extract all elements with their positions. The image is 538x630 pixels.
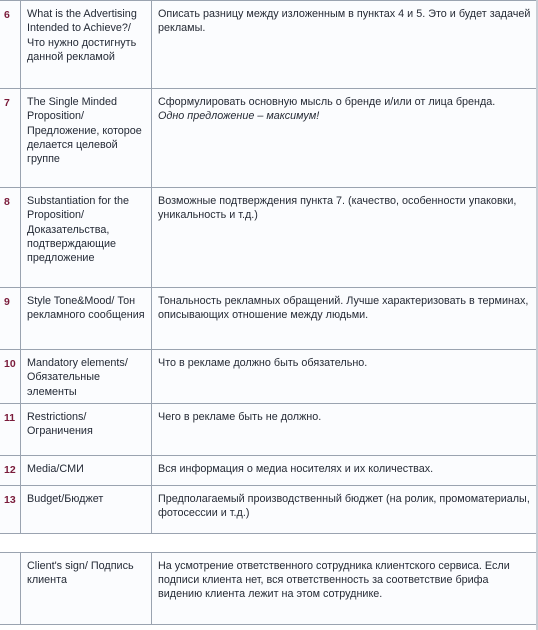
row-label: Substantiation for the Proposition/ Доказательства, подтверждающие предложение [21,188,152,288]
client-sign-label: Client's sign/ Подпись клиента [21,552,152,624]
table-row [0,403,538,455]
row-description-text: Описать разницу между изложенным в пунктах 4 и 5. Это и будет задачей рекламы. [158,8,531,35]
row-label: The Single Minded Proposition/ Предложение, которое делается целевой группе [21,89,152,188]
spacer-cell [21,533,152,552]
row-description [152,350,538,404]
row-label: Mandatory elements/ Обязательные элементы [21,350,152,404]
client-sign-description: На усмотрение ответственного сотрудника клиентского сервиса. Если подписи клиента нет, вся ответственность за соответствие брифа видению клиента лежит на этом сотруднике. [152,552,538,624]
row-description-text: Вся информация о медиа носителях и их количествах. [158,462,434,475]
row-number [0,552,21,624]
row-description [152,1,538,89]
row-description-text: Предполагаемый производственный бюджет (на ролик, промоматериалы, фотосессии и т.д.) [158,492,530,519]
row-description [152,455,538,485]
row-number: 6 [0,1,21,89]
row-description [152,89,538,188]
row-number: 7 [0,89,21,188]
table-row [0,350,538,404]
table-row [0,1,538,89]
row-description [152,288,538,350]
table-row [0,188,538,288]
table-spacer [0,533,538,552]
row-description [152,485,538,533]
row-label: Style Tone&Mood/ Тон рекламного сообщения [21,288,152,350]
row-description-emphasis: Одно предложение – максимум! [158,110,320,123]
row-label: Media/СМИ [21,455,152,485]
row-description [152,403,538,455]
row-description [152,188,538,288]
row-number: 13 [0,485,21,533]
spacer-cell [0,533,21,552]
row-label: What is the Advertising Intended to Achieve?/ Что нужно достигнуть данной рекламой [21,1,152,89]
row-description-text: Что в рекламе должно быть обязательно. [158,357,368,369]
row-number: 9 [0,288,21,350]
table-row [0,89,538,188]
row-description-text: Чего в рекламе быть не должно. [158,410,322,423]
client-sign-row [0,552,538,624]
row-label: Budget/Бюджет [21,485,152,533]
row-number: 12 [0,455,21,485]
row-number: 10 [0,350,21,404]
row-label: Restrictions/ Ограничения [21,403,152,455]
table-row [0,455,538,485]
table-row [0,485,538,533]
row-description-text: Возможные подтверждения пункта 7. (качество, особенности упаковки, уникальность и т.д.) [158,195,517,222]
table-row [0,288,538,350]
row-number: 11 [0,403,21,455]
row-number: 8 [0,188,21,288]
row-description-text: Сформулировать основную мысль о бренде и/или от лица бренда. [158,96,496,108]
row-description-text: Тональность рекламных обращений. Лучше характеризовать в терминах, описывающих отношение между людьми. [158,295,529,322]
spacer-cell [152,533,538,552]
